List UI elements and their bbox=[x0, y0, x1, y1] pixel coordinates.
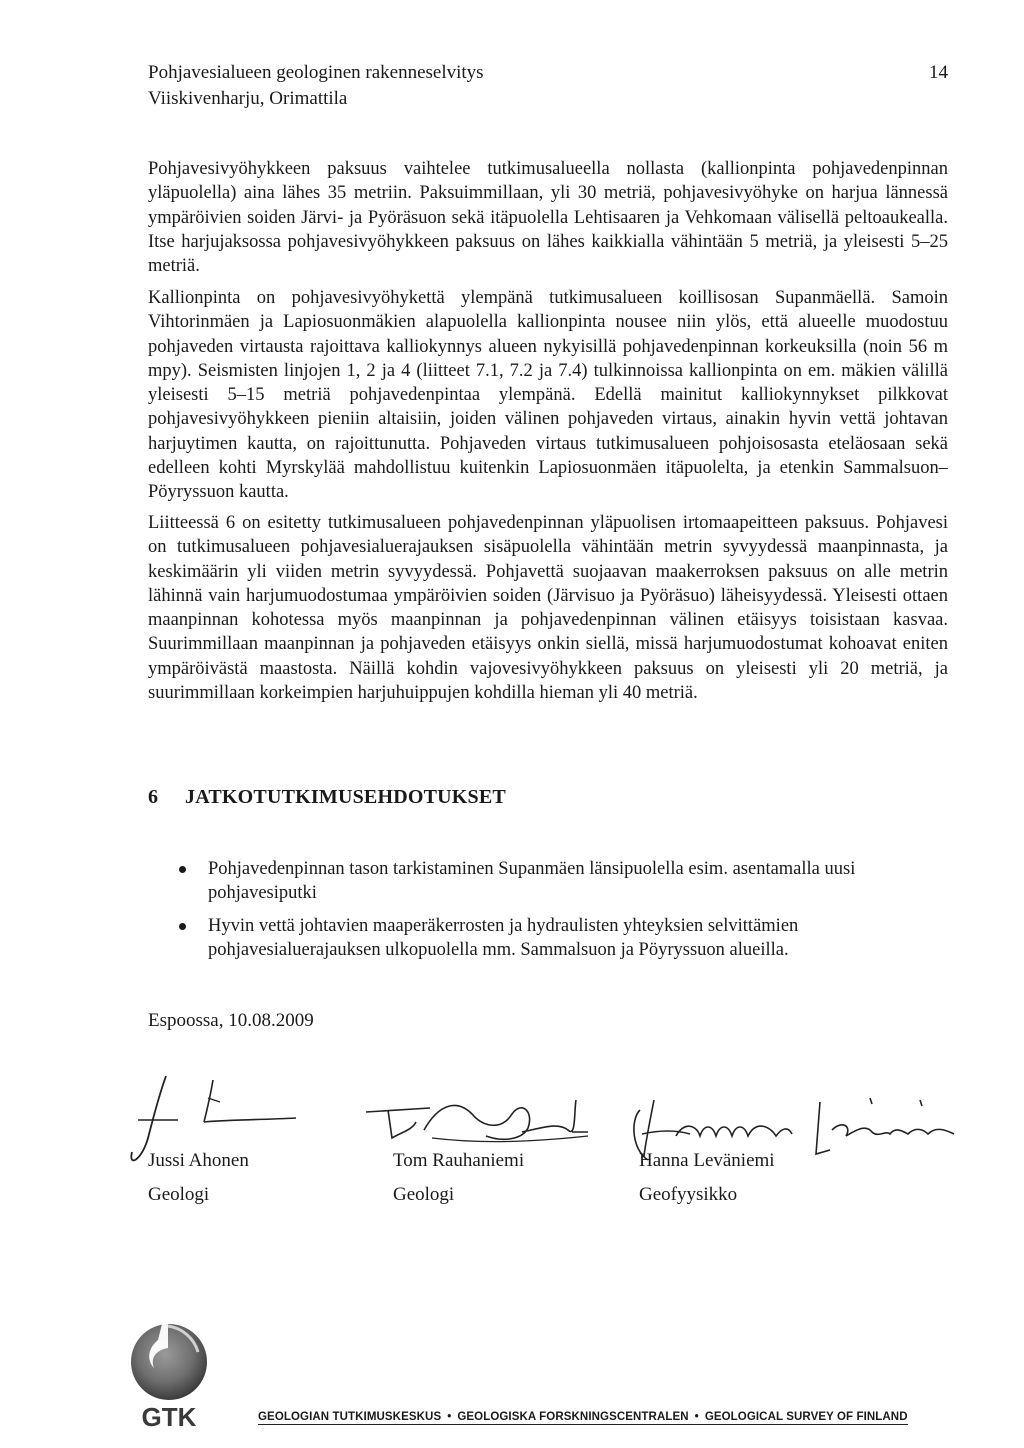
logo-text: GTK bbox=[141, 1402, 197, 1432]
section-title: JATKOTUTKIMUSEHDOTUKSET bbox=[185, 786, 506, 808]
bullet-icon bbox=[179, 866, 186, 873]
footer-part: GEOLOGICAL SURVEY OF FINLAND bbox=[704, 1411, 908, 1423]
list-item-text: Hyvin vettä johtavien maaperäkerrosten ja hydraulisten yhteyksien selvittämien pohjavesialuerajauksen ulkopuolella mm. Sammalsuon ja Pöyryssuon alueilla. bbox=[208, 915, 799, 960]
footer-separator: • bbox=[694, 1411, 699, 1423]
signatory-role: Geofyysikko bbox=[639, 1184, 738, 1205]
list-item-text: Pohjavedenpinnan tason tarkistaminen Supanmäen länsipuolella esim. asentamalla uusi pohjavesiputki bbox=[208, 859, 856, 904]
signatory-name: Tom Rauhaniemi bbox=[393, 1150, 525, 1171]
signatory-role: Geologi bbox=[148, 1184, 210, 1205]
signatory-name: Jussi Ahonen bbox=[148, 1150, 249, 1171]
suggestion-list bbox=[148, 857, 948, 970]
place-and-date: Espoossa, 10.08.2009 bbox=[148, 1010, 314, 1031]
footer-separator: • bbox=[447, 1411, 452, 1423]
gtk-logo-icon bbox=[128, 1322, 210, 1432]
signature-rauhaniemi bbox=[362, 1092, 592, 1152]
signature-block-1 bbox=[148, 1144, 249, 1212]
list-item bbox=[148, 857, 948, 906]
paragraph-1: Pohjavesivyöhykkeen paksuus vaihtelee tutkimusalueella nollasta (kallionpinta pohjavedenpinnan yläpuolella) aina lähes 35 metriin. Paksuimmillaan, yli 30 metriä, pohjavesivyöhyke on harjua lännessä ympäröivien soiden Järvi- ja Pyöräsuon sekä itäpuolella Lehtisaaren ja Vehkomaan välisellä peltoaukealla. Itse harjujaksossa pohjavesivyöhykkeen paksuus on lähes kaikkialla vähintään 5 metriä, ja yleisesti 5–25 metriä. bbox=[148, 159, 948, 277]
signatory-name: Hanna Leväniemi bbox=[639, 1150, 775, 1171]
paragraph-2: Kallionpinta on pohjavesivyöhykettä ylempänä tutkimusalueen koillisosan Supanmäellä. Samoin Vihtorinmäen ja Lapiosuonmäkien alapuolella kallionpinta nousee niin ylös, että alueelle muodostuu pohjaveden virtausta rajoittava kalliokynnys alueen nykyisillä pohjavedenpinnan korkeuksilla (noin 56 m mpy). Seismisten linjojen 1, 2 ja 4 (liitteet 7.1, 7.2 ja 7.4) tulkinnoissa kallionpinta on em. mäkien välillä yleisesti 5–15 metriä pohjavedenpintaa ylempänä. Edellä mainitut kalliokynnykset pilkkovat pohjavesivyöhykkeen pieniin altaisiin, joiden välinen pohjaveden virtaus, ainakin hyvin vettä johtavan harjuytimen kautta, on rajoittunutta. Pohjaveden virtaus tutkimusalueen pohjoisosasta eteläosaan sekä edelleen kohti Myrskylää mahdollistuu kuitenkin Lapiosuonmäen itäpuolelta, ja etenkin Sammalsuon–Pöyryssuon kautta. bbox=[148, 288, 948, 503]
signature-block-3 bbox=[639, 1144, 775, 1212]
running-header bbox=[148, 60, 484, 112]
document-title: Pohjavesialueen geologinen rakenneselvitys bbox=[148, 62, 484, 83]
list-item bbox=[148, 914, 948, 963]
signature-block-2 bbox=[393, 1144, 524, 1212]
section-heading bbox=[148, 786, 506, 809]
signatory-role: Geologi bbox=[393, 1184, 455, 1205]
footer-part: GEOLOGIAN TUTKIMUSKESKUS bbox=[258, 1411, 442, 1423]
footer bbox=[258, 1411, 908, 1425]
page-number: 14 bbox=[929, 62, 948, 83]
bullet-icon bbox=[179, 923, 186, 930]
document-subtitle: Viiskivenharju, Orimattila bbox=[148, 88, 348, 109]
section-number: 6 bbox=[148, 786, 159, 808]
footer-part: GEOLOGISKA FORSKNINGSCENTRALEN bbox=[457, 1411, 689, 1423]
paragraph-3: Liitteessä 6 on esitetty tutkimusalueen pohjavedenpinnan yläpuolisen irtomaapeitteen paksuus. Pohjavesi on tutkimusalueen pohjavesialuerajauksen sisäpuolella vähintään metrin syvyydessä maanpinnasta, ja keskimäärin yli viiden metrin syvyydessä. Pohjavettä suojaavan maakerroksen paksuus on alle metrin lähinnä vain harjumuodostumaa ympäröivien soiden (Järvisuo ja Pyöräsuo) läheisyydessä. Yleisesti ottaen maanpinnan kohotessa myös maanpinnan ja pohjavedenpinnan välinen etäisyys toisistaan kasvaa. Suurimmillaan maanpinnan ja pohjaveden etäisyys onkin siellä, missä harjumuodostumat kohoavat eniten ympäröivästä maastosta. Näillä kohdin vajovesivyöhykkeen paksuus on yleisesti yli 20 metriä, ja suurimmillaan korkeimpien harjuhuippujen kohdilla hieman yli 40 metriä. bbox=[148, 513, 948, 704]
